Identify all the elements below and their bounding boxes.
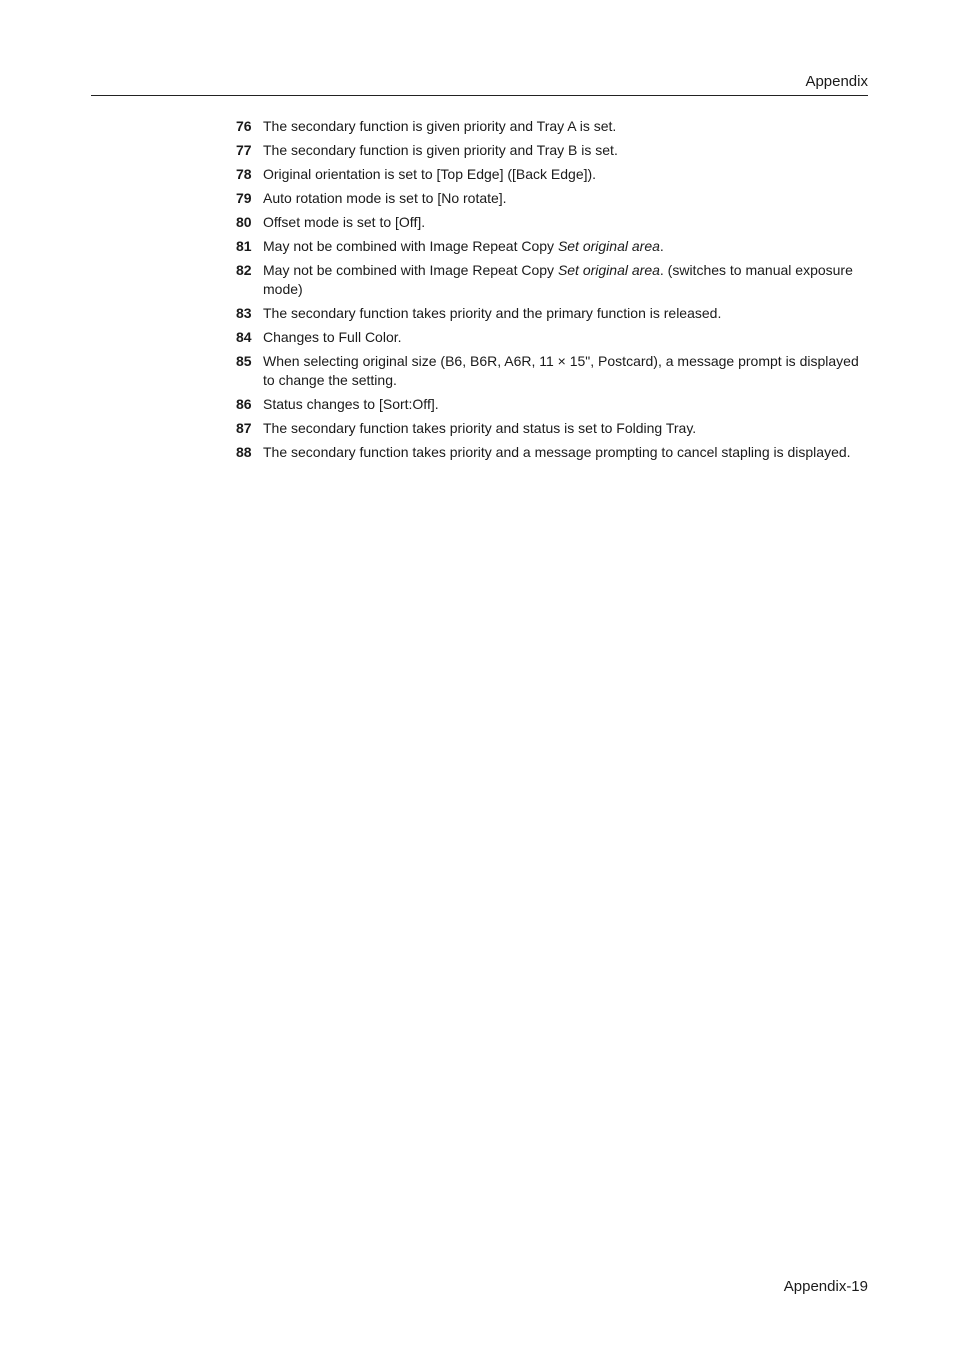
footnote-text-segment: May not be combined with Image Repeat Copy <box>263 238 558 254</box>
footnote-number: 77 <box>236 142 252 158</box>
footnote-text-segment: . <box>659 238 664 254</box>
footnote-text <box>263 443 868 462</box>
footnote-text-segment: . (switches to manual exposure mode) <box>263 262 853 297</box>
footnote-number: 80 <box>236 214 252 230</box>
footnote-text-segment: The secondary function takes priority and status is set to Folding Tray. <box>263 420 697 436</box>
header-divider <box>91 95 868 96</box>
footnote-item <box>236 395 868 414</box>
footnote-item <box>236 117 868 136</box>
footnote-text <box>263 419 868 438</box>
footnote-item <box>236 237 868 256</box>
footnote-item <box>236 443 868 462</box>
footnote-item <box>236 352 868 390</box>
footnote-item <box>236 165 868 184</box>
footnote-emphasis: Set original area <box>557 262 660 278</box>
footnote-emphasis: Set original area <box>557 238 660 254</box>
footnote-item <box>236 304 868 323</box>
page-header-title: Appendix <box>805 73 868 90</box>
footnote-number: 88 <box>236 444 252 460</box>
footnote-number: 87 <box>236 420 252 436</box>
footnote-number: 82 <box>236 262 252 278</box>
footnote-list <box>236 117 868 467</box>
footnote-number: 81 <box>236 238 252 254</box>
footnote-text-segment: Original orientation is set to [Top Edge] ([Back Edge]). <box>263 166 597 182</box>
footnote-item <box>236 213 868 232</box>
footnote-item <box>236 419 868 438</box>
footnote-text <box>263 261 868 299</box>
footnote-text <box>263 213 868 232</box>
footnote-text-segment: The secondary function is given priority and Tray B is set. <box>263 142 618 158</box>
footnote-text <box>263 189 868 208</box>
footnote-item <box>236 261 868 299</box>
footnote-number: 78 <box>236 166 252 182</box>
footnote-number: 84 <box>236 329 252 345</box>
footnote-item <box>236 328 868 347</box>
footnote-number: 79 <box>236 190 252 206</box>
footnote-number: 76 <box>236 118 252 134</box>
footnote-text-segment: Status changes to [Sort:Off]. <box>263 396 439 412</box>
footnote-text <box>263 395 868 414</box>
footnote-text <box>263 117 868 136</box>
footnote-text-segment: When selecting original size (B6, B6R, A6R, 11 × 15", Postcard), a message prompt is displayed to change the setting. <box>263 353 859 388</box>
footnote-text-segment: Auto rotation mode is set to [No rotate]. <box>263 190 507 206</box>
footnote-text-segment: The secondary function takes priority and the primary function is released. <box>263 305 722 321</box>
footnote-text <box>263 237 868 256</box>
page-number: Appendix-19 <box>783 1278 868 1295</box>
footnote-text <box>263 328 868 347</box>
footnote-number: 86 <box>236 396 252 412</box>
footnote-text-segment: May not be combined with Image Repeat Copy <box>263 262 558 278</box>
footnote-text-segment: The secondary function is given priority and Tray A is set. <box>263 118 617 134</box>
footnote-text <box>263 165 868 184</box>
footnote-text-segment: Offset mode is set to [Off]. <box>263 214 426 230</box>
footnote-item <box>236 141 868 160</box>
footnote-text <box>263 304 868 323</box>
footnote-number: 85 <box>236 353 252 369</box>
footnote-text <box>263 141 868 160</box>
footnote-text <box>263 352 868 390</box>
footnote-text-segment: The secondary function takes priority and a message prompting to cancel stapling is displayed. <box>263 444 851 460</box>
footnote-number: 83 <box>236 305 252 321</box>
footnote-item <box>236 189 868 208</box>
footnote-text-segment: Changes to Full Color. <box>263 329 402 345</box>
